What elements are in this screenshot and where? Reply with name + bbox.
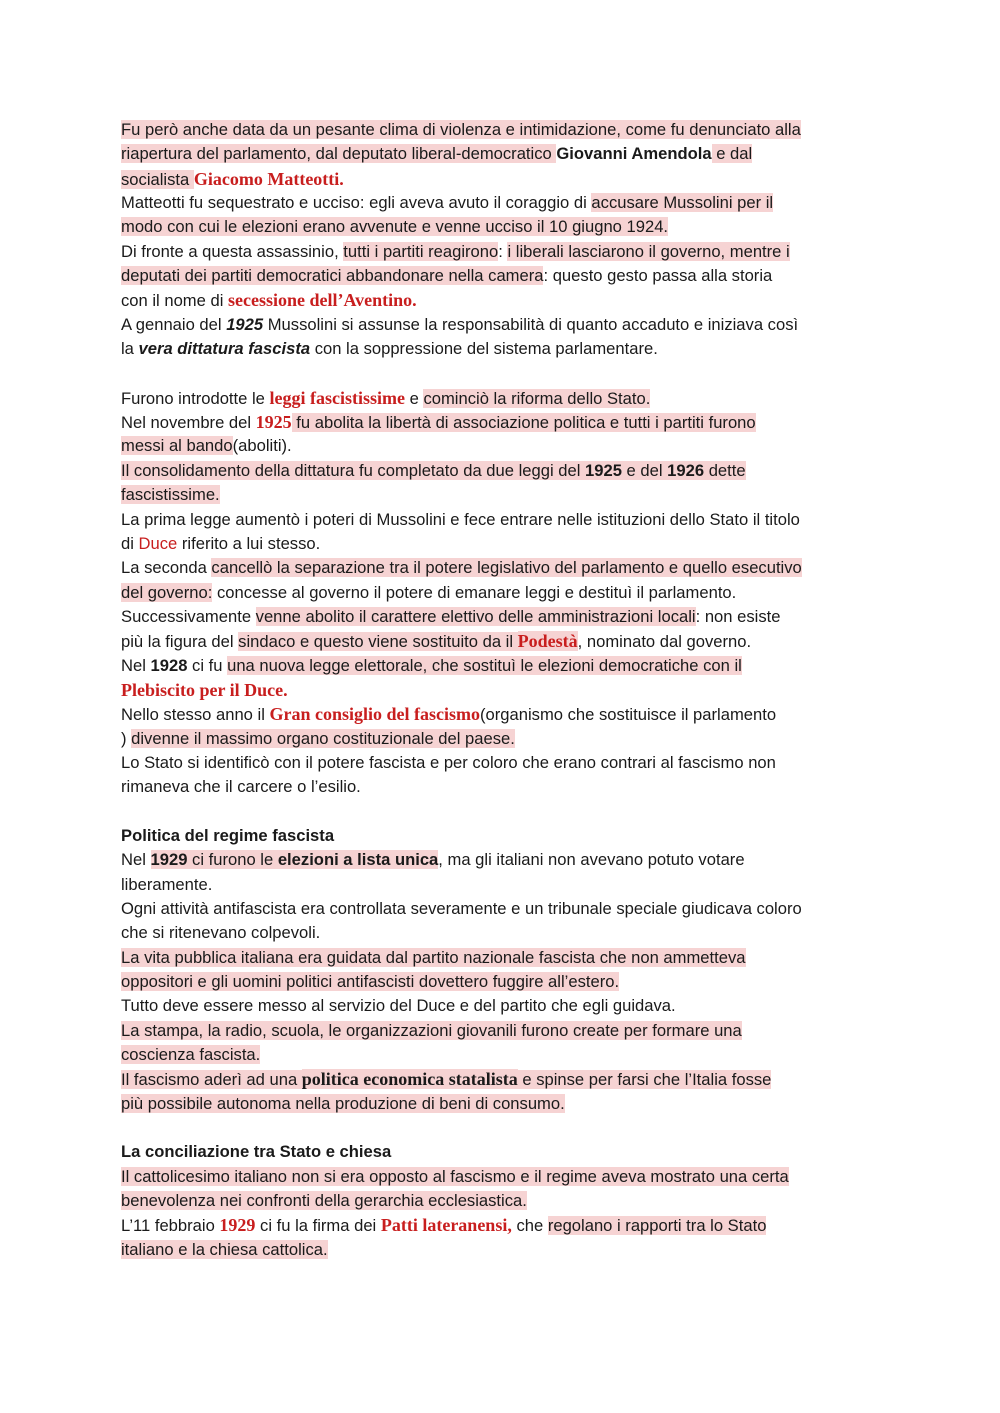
text-line: [121, 386, 891, 410]
highlighted-text: venne abolito il carattere elettivo delle amministrazioni locali: [255, 606, 696, 626]
blank-line: [121, 1116, 891, 1140]
text-line: [121, 581, 891, 605]
highlighted-text: tutti i partiti reagirono: [343, 241, 499, 261]
text-line: [121, 1019, 891, 1043]
text-line: [121, 240, 891, 264]
text-run: concesse al governo il potere di emanare leggi e destituì il parlamento.: [212, 582, 737, 602]
text-line: [121, 142, 891, 166]
text-run: Nello stesso anno il: [121, 705, 270, 725]
text-line: [121, 897, 891, 921]
highlighted-text: italiano e la chiesa cattolica.: [121, 1239, 328, 1259]
text-run: con la soppressione del sistema parlamentare.: [310, 339, 658, 359]
text-line: [121, 1213, 891, 1237]
highlighted-text: cancellò la separazione tra il potere legislativo del parlamento e quello esecutivo: [211, 558, 802, 578]
highlighted-text: divenne il massimo organo costituzionale del paese.: [131, 728, 515, 748]
text-run: secessione dell’Aventino.: [228, 290, 417, 311]
text-run: Giacomo Matteotti.: [193, 168, 344, 189]
text-run: Duce: [138, 533, 178, 553]
highlighted-text: modo con cui le elezioni erano avvenute e venne ucciso il 10 giugno 1924.: [121, 217, 669, 237]
text-run: :: [498, 241, 508, 261]
text-line: [121, 1067, 891, 1091]
text-line: [121, 288, 891, 312]
text-run: Giovanni Amendola: [556, 144, 712, 164]
text-run: Patti lateranensi,: [380, 1215, 512, 1236]
highlighted-text: più possibile autonoma nella produzione di beni di consumo.: [121, 1093, 565, 1113]
text-run: Gran consiglio del fascismo: [269, 704, 481, 725]
text-run: 1929: [219, 1215, 256, 1236]
highlighted-text: deputati dei partiti democratici abbandonare nella camera: [121, 266, 544, 286]
text-line: [121, 873, 891, 897]
text-run: Nel novembre del: [121, 413, 256, 433]
text-run: più la figura del: [121, 632, 239, 652]
text-run: ci fu: [187, 655, 228, 675]
text-run: Ogni attività antifascista era controllata severamente e un tribunale speciale giudicava coloro: [121, 899, 802, 918]
text-run: Lo Stato si identificò con il potere fascista e per coloro che erano contrari al fascismo non: [121, 752, 776, 772]
text-run: A gennaio del: [121, 314, 227, 334]
text-run: con il nome di: [121, 291, 228, 311]
highlighted-text: 1926: [667, 460, 705, 480]
text-run: 1925: [255, 412, 292, 433]
text-run: (organismo che sostituisce il parlamento: [480, 705, 777, 725]
text-run: liberamente.: [121, 874, 213, 894]
text-run: Matteotti fu sequestrato e ucciso: egli aveva avuto il coraggio di: [121, 193, 592, 213]
text-run: , nominato dal governo.: [577, 632, 752, 652]
highlighted-text: accusare Mussolini per il: [591, 193, 774, 213]
highlighted-text: riapertura del parlamento, dal deputato liberal-democratico: [121, 144, 557, 164]
text-line: [121, 946, 891, 970]
text-line: [121, 313, 891, 337]
highlighted-text: socialista: [121, 169, 194, 189]
text-line: [121, 410, 891, 434]
text-run: la: [121, 339, 139, 359]
highlighted-text: i liberali lasciarono il governo, mentre i: [507, 241, 790, 261]
highlighted-text: Fu però anche data da un pesante clima di violenza e intimidazione, come fu denunciato alla: [121, 120, 801, 139]
highlighted-text: del governo:: [121, 582, 213, 602]
highlighted-text: politica economica statalista: [301, 1069, 518, 1090]
text-run: Successivamente: [121, 606, 256, 626]
text-run: 1928: [150, 655, 188, 675]
highlighted-text: La stampa, la radio, scuola, le organizzazioni giovanili furono create per formare una: [121, 1020, 742, 1040]
document-body: [121, 118, 891, 1262]
text-run: ): [121, 728, 132, 748]
text-line: [121, 215, 891, 239]
highlighted-text: fu abolita la libertà di associazione politica e tutti i partiti furono: [291, 413, 756, 433]
text-run: La prima legge aumentò i poteri di Mussolini e fece entrare nelle istituzioni dello Stato il titolo: [121, 509, 800, 529]
highlighted-text: una nuova legge elettorale, che sostituì le elezioni democratiche con il: [227, 655, 742, 675]
text-line: [121, 1043, 891, 1067]
text-line: [121, 727, 891, 751]
text-line: [121, 337, 891, 361]
text-run: rimaneva che il carcere o l’esilio.: [121, 777, 361, 797]
text-run: che si ritenevano colpevoli.: [121, 923, 321, 943]
text-line: [121, 848, 891, 872]
text-line: [121, 508, 891, 532]
highlighted-text: fascistissime.: [121, 485, 220, 505]
text-run: 1925: [226, 314, 264, 334]
text-line: [121, 532, 891, 556]
text-run: Mussolini si assunse la responsabilità di quanto accaduto e iniziava così: [263, 314, 799, 334]
highlighted-text: e del: [621, 460, 668, 480]
text-line: [121, 1165, 891, 1189]
text-run: Di fronte a questa assassinio,: [121, 241, 344, 261]
text-line: [121, 191, 891, 215]
highlighted-text: oppositori e gli uomini politici antifascisti dovettero fuggire all’estero.: [121, 972, 620, 992]
text-line: [121, 556, 891, 580]
text-run: Furono introdotte le: [121, 388, 270, 408]
highlighted-text: messi al bando: [121, 436, 233, 456]
text-run: di: [121, 533, 139, 553]
text-line: [121, 970, 891, 994]
highlighted-text: 1925: [585, 460, 622, 480]
text-line: [121, 921, 891, 945]
text-run: L’11 febbraio: [121, 1216, 220, 1236]
text-run: : non esiste: [695, 606, 781, 626]
text-line: [121, 483, 891, 507]
text-run: Politica del regime fascista: [121, 825, 335, 845]
text-line: [121, 434, 891, 458]
highlighted-text: e spinse per farsi che l’Italia fosse: [517, 1070, 772, 1090]
text-line: [121, 1140, 891, 1164]
highlighted-text: coscienza fascista.: [121, 1045, 261, 1065]
highlighted-text: 1929: [150, 850, 188, 870]
highlighted-text: Il cattolicesimo italiano non si era opposto al fascismo e il regime aveva mostrato una certa: [121, 1166, 789, 1186]
text-run: : questo gesto passa alla storia: [543, 266, 773, 286]
text-line: [121, 1238, 891, 1262]
text-line: [121, 118, 891, 142]
text-line: [121, 167, 891, 191]
text-run: ci fu la firma dei: [255, 1216, 381, 1236]
text-line: [121, 678, 891, 702]
text-run: che: [511, 1216, 548, 1236]
highlighted-text: Podestà: [517, 631, 578, 652]
text-run: vera dittatura fascista: [138, 339, 311, 359]
text-run: Plebiscito per il Duce.: [121, 679, 288, 700]
text-line: [121, 775, 891, 799]
highlighted-text: sindaco e questo viene sostituito da il: [238, 632, 518, 652]
text-run: Nel: [121, 655, 151, 675]
highlighted-text: Il fascismo aderì ad una: [121, 1070, 302, 1090]
text-line: [121, 654, 891, 678]
text-run: La conciliazione tra Stato e chiesa: [121, 1142, 392, 1162]
text-line: [121, 702, 891, 726]
text-line: [121, 1092, 891, 1116]
blank-line: [121, 800, 891, 824]
text-run: leggi fascistissime: [269, 387, 405, 408]
text-line: [121, 751, 891, 775]
text-run: Tutto deve essere messo al servizio del Duce e del partito che egli guidava.: [121, 996, 676, 1016]
text-line: [121, 605, 891, 629]
text-run: Nel: [121, 850, 151, 870]
highlighted-text: cominciò la riforma dello Stato.: [423, 388, 651, 408]
highlighted-text: regolano i rapporti tra lo Stato: [547, 1216, 767, 1236]
highlighted-text: ci furono le: [187, 850, 278, 870]
highlighted-text: e dal: [711, 144, 753, 164]
text-run: (aboliti).: [232, 436, 292, 456]
blank-line: [121, 361, 891, 385]
highlighted-text: benevolenza nei confronti della gerarchia ecclesiastica.: [121, 1191, 527, 1211]
text-line: [121, 629, 891, 653]
text-line: [121, 459, 891, 483]
highlighted-text: dette: [704, 460, 746, 480]
text-run: riferito a lui stesso.: [177, 533, 321, 553]
highlighted-text: La vita pubblica italiana era guidata dal partito nazionale fascista che non ammetteva: [121, 947, 746, 967]
text-line: [121, 824, 891, 848]
text-run: , ma gli italiani non avevano potuto votare: [438, 850, 745, 870]
text-line: [121, 994, 891, 1018]
highlighted-text: Il consolidamento della dittatura fu completato da due leggi del: [121, 460, 586, 480]
text-run: e: [405, 388, 424, 408]
text-run: La seconda: [121, 558, 212, 578]
highlighted-text: elezioni a lista unica: [277, 850, 439, 870]
text-line: [121, 1189, 891, 1213]
text-line: [121, 264, 891, 288]
